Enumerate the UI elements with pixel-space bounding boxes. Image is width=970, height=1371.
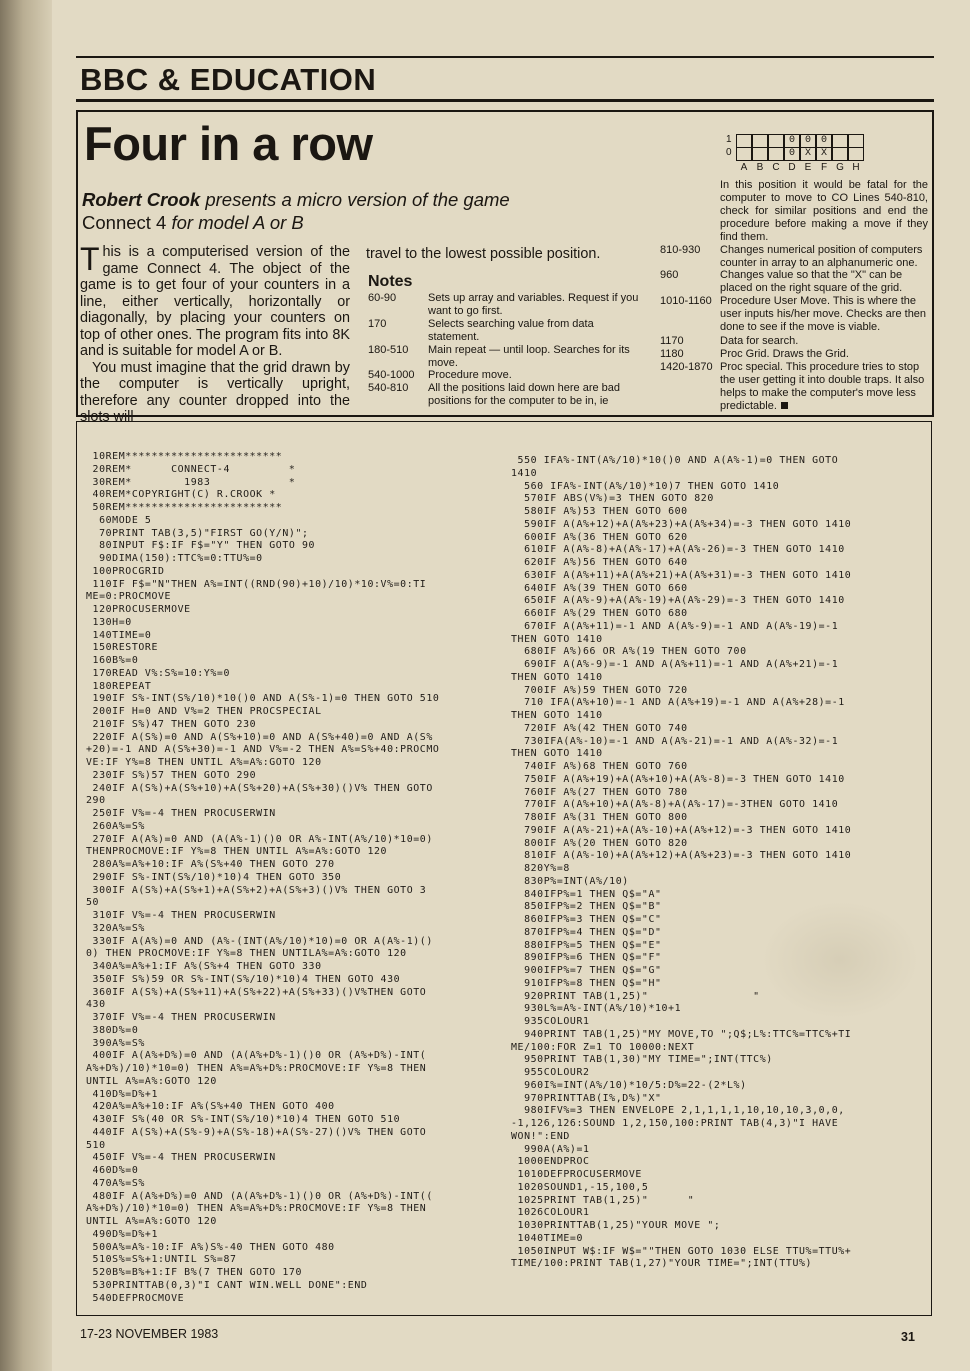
grid-cell [768,147,784,161]
note-text: Procedure move. [428,369,512,381]
note-lines: 170 [368,318,387,330]
grid-cell [752,134,768,148]
note-text-body: Proc special. This procedure tries to stop the user getting it into double traps. It also helps to make the computer's move less predictable. [720,361,925,412]
note-lines: 1010-1160 [660,295,712,307]
grid-cell: 0 [816,134,832,148]
grid-column-label: A [740,162,748,173]
grid-cell: X [800,147,816,161]
grid-cell [768,134,784,148]
intro-column [80,241,350,426]
note-text: Proc Grid. Draws the Grid. [720,348,849,360]
grid-cell: 0 [784,134,800,148]
grid-cell [736,134,752,148]
intro-paragraph-1: his is a computerised version of the game Connect 4. The object of the game is to get four of your counters in a line, either vertically, horizontally or diagonally, by placing your counters on top of other ones. The program fits into 8K and is suitable for model A or B. [80,244,350,359]
grid-diagram [726,134,876,174]
note-lines: 1420-1870 [660,361,713,373]
note-lines: 960 [660,269,679,281]
note-lines: 1170 [660,335,684,347]
note-lines: 540-1000 [368,369,415,381]
standfirst-text: presents a micro version of the game [200,189,510,210]
note-lines: 540-810 [368,382,409,394]
page-spine-shadow [0,0,52,1371]
note-text: Changes numerical position of computers counter in array to an alphanumeric one. [720,244,923,269]
header-rule [76,56,934,58]
grid-column-label: F [820,162,828,173]
grid-cell [832,134,848,148]
grid-cell [736,147,752,161]
note-lines: 1180 [660,348,684,360]
note-text: Sets up array and variables. Request if you want to go first. [428,292,639,317]
page-number: 31 [901,1330,915,1344]
note-text: Procedure User Move. This is where the user inputs his/her move. Checks are then done to see if the move is viable. [720,295,927,333]
grid-column-label: H [852,162,860,173]
section-heading: BBC & EDUCATION [80,62,377,97]
grid-column-label: G [836,162,844,173]
footer-date: 17-23 NOVEMBER 1983 [80,1327,219,1341]
program-listing-right: 550 IFA%-INT(A%/10)*10()0 AND A(A%-1)=0 THEN GOTO 1410 560 IFA%-INT(A%/10)*10)7 THEN GOTO 1410 570IF ABS(V%)=3 THEN GOTO 820 580IF A%)53 THEN GOTO 600 590IF A(A%+12)+A(A%+23)+A(A%+34)=-3 THEN GOTO 1410 600IF A%(36 THEN GOTO 620 610IF A(A%-8)+A(A%-17)+A(A%-26)=-3 THEN GOTO 1410 620IF A%)56 THEN GOTO 640 630IF A(A%+11)+A(A%+21)+A(A%+31)=-3 THEN GOTO 1410 640IF A%(39 THEN GOTO 660 650IF A(A%-9)+A(A%-19)+A(A%-29)=-3 THEN GOTO 1410 660IF A%(29 THEN GOTO 680 670IF A(A%+11)=-1 AND A(A%-9)=-1 AND A(A%-19)=-1 THEN GOTO 1410 680IF A%)66 OR A%(19 THEN GOTO 700 690IF A(A%-9)=-1 AND A(A%+11)=-1 AND A(A%+21)=-1 THEN GOTO 1410 700IF A%)59 THEN GOTO 720 710 IFA(A%+10)=-1 AND A(A%+19)=-1 AND A(A%+28)=-1 THEN GOTO 1410 720IF A%(42 THEN GOTO 740 730IFA(A%-10)=-1 AND A(A%-21)=-1 AND A(A%-32)=-1 THEN GOTO 1410 740IF A%)68 THEN GOTO 760 750IF A(A%+19)+A(A%+10)+A(A%-8)=-3 THEN GOTO 1410 760IF A%(27 THEN GOTO 780 770IF A(A%+10)+A(A%-8)+A(A%-17)=-3THEN GOTO 1410 780IF A%(31 THEN GOTO 800 790IF A(A%-21)+A(A%-10)+A(A%+12)=-3 THEN GOTO 1410 800IF A%(20 THEN GOTO 820 810IF A(A%-10)+A(A%+12)+A(A%+23)=-3 THEN GOTO 1410 820Y%=8 830P%=INT(A%/10) 840IFP%=1 THEN Q$="A" 850IFP%=2 THEN Q$="B" 860IFP%=3 THEN Q$="C" 870IFP%=4 THEN Q$="D" 880IFP%=5 THEN Q$="E" 890IFP%=6 THEN Q$="F" 900IFP%=7 THEN Q$="G" 910IFP%=8 THEN Q$="H" 920PRINT TAB(1,25)" " 930L%=A%-INT(A%/10)*10+1 935COLOUR1 940PRINT TAB(1,25)"MY MOVE,TO ";Q$;L%:TTC%=TTC%+TI ME/100:FOR Z=1 TO 10000:NEXT 950PRINT TAB(1,30)"MY TIME=";INT(TTC%) 955COLOUR2 960I%=INT(A%/10)*10/5:D%=22-(2*L%) 970PRINTTAB(I%,D%)"X" 980IFV%=3 THEN ENVELOPE 2,1,1,1,1,10,10,10,3,0,0, -1,126,126:SOUND 1,2,150,100:PRINT TAB(4,3)"I HAVE WON!":END 990A(A%)=1 1000ENDPROC 1010DEFPROCUSERMOVE 1020SOUND1,-15,100,5 1025PRINT TAB(1,25)" " 1026COLOUR1 1030PRINTTAB(1,25)"YOUR MOVE "; 1040TIME=0 1050INPUT W$:IF W$=""THEN GOTO 1030 ELSE TTU%=TTU%+ TIME/100:PRINT TAB(1,27)"YOUR TIME=";INT(TTU%) [511,455,852,1270]
grid-row-label: 0 [726,147,732,158]
note-lines: 180-510 [368,344,409,356]
grid-cell [832,147,848,161]
end-mark-icon [781,402,788,409]
grid-column-label: B [756,162,764,173]
grid-cell: X [816,147,832,161]
note-text: Selects searching value from data statement. [428,318,594,343]
note-lines: 60-90 [368,292,397,304]
standfirst-tail: for model A or B [166,212,304,233]
grid-cell [848,134,864,148]
grid-column-label: E [804,162,812,173]
grid-cell: 0 [800,134,816,148]
note-text: Main repeat — until loop. Searches for its move. [428,344,630,369]
drop-cap: T [80,241,100,277]
intro-paragraph-2: You must imagine that the grid drawn by the computer is vertically upright, therefore any counter dropped into the slots will [80,359,350,425]
grid-row-label: 1 [726,134,732,145]
program-listing-left: 10REM************************ 20REM* CONNECT-4 * 30REM* 1983 * 40REM*COPYRIGHT(C) R.CROOK * 50REM************************ 60MODE 5 70PRINT TAB(3,5)"FIRST GO(Y/N)"; 80INPUT F$:IF F$="Y" THEN GOTO 90 90DIMA(150):TTC%=0:TTU%=0 100PROCGRID 110IF F$="N"THEN A%=INT((RND(90)+10)/10)*10:V%=0:TI ME=0:PROCMOVE 120PROCUSERMOVE 130H=0 140TIME=0 150RESTORE 160B%=0 170READ V%:S%=10:Y%=0 180REPEAT 190IF S%-INT(S%/10)*10()0 AND A(S%-1)=0 THEN GOTO 510 200IF H=0 AND V%=2 THEN PROCSPECIAL 210IF S%)47 THEN GOTO 230 220IF A(S%)=0 AND A(S%+10)=0 AND A(S%+40)=0 AND A(S% +20)=-1 AND A(S%+30)=-1 AND V%=-2 THEN A%=S%+40:PROCMO VE:IF Y%=8 THEN UNTIL A%=A%:GOTO 120 230IF S%)57 THEN GOTO 290 240IF A(S%)+A(S%+10)+A(S%+20)+A(S%+30)()V% THEN GOTO 290 250IF V%=-4 THEN PROCUSERWIN 260A%=S% 270IF A(A%)=0 AND (A(A%-1)()0 OR A%-INT(A%/10)*10=0) THENPROCMOVE:IF Y%=8 THEN UNTIL A%=A%:GOTO 120 280A%=A%+10:IF A%(S%+40 THEN GOTO 270 290IF S%-INT(S%/10)*10)4 THEN GOTO 350 300IF A(S%)+A(S%+1)+A(S%+2)+A(S%+3)()V% THEN GOTO 3 50 310IF V%=-4 THEN PROCUSERWIN 320A%=S% 330IF A(A%)=0 AND (A%-(INT(A%/10)*10)=0 OR A(A%-1)() 0) THEN PROCMOVE:IF Y%=8 THEN UNTILA%=A%:GOTO 120 340A%=A%+1:IF A%(S%+4 THEN GOTO 330 350IF S%)59 OR S%-INT(S%/10)*10)4 THEN GOTO 430 360IF A(S%)+A(S%+11)+A(S%+22)+A(S%+33)()V%THEN GOTO 430 370IF V%=-4 THEN PROCUSERWIN 380D%=0 390A%=S% 400IF A(A%+D%)=0 AND (A(A%+D%-1)()0 OR (A%+D%)-INT( A%+D%)/10)*10=0) THEN A%=A%+D%:PROCMOVE:IF Y%=8 THEN UNTIL A%=A%:GOTO 120 410D%=D%+1 420A%=A%+10:IF A%(S%+40 THEN GOTO 400 430IF S%(40 OR S%-INT(S%/10)*10)4 THEN GOTO 510 440IF A(S%)+A(S%-9)+A(S%-18)+A(S%-27)()V% THEN GOTO 510 450IF V%=-4 THEN PROCUSERWIN 460D%=0 470A%=S% 480IF A(A%+D%)=0 AND (A(A%+D%-1)()0 OR (A%+D%)-INT(( A%+D%)/10)*10=0) THEN A%=A%+D%:PROCMOVE:IF Y%=8 THEN UNTIL A%=A%:GOTO 120 490D%=D%+1 500A%=A%-10:IF A%)S%-40 THEN GOTO 480 510S%=S%+1:UNTIL S%=87 520B%=B%+1:IF B%(7 THEN GOTO 170 530PRINTTAB(0,3)"I CANT WIN.WELL DONE":END 540DEFPROCMOVE [86,451,440,1304]
grid-explanation: In this position it would be fatal for the computer to move to CO Lines 540-810, check for similar positions and end the procedure before making a move if they find them. [720,179,928,243]
note-text [720,361,928,413]
author-name: Robert Crook [82,189,201,210]
notes-heading: Notes [368,273,413,290]
standfirst-game: Connect 4 [82,212,167,233]
standfirst [82,188,552,234]
article-title: Four in a row [84,117,373,170]
grid-column-label: C [772,162,780,173]
grid-column-label: D [788,162,796,173]
grid-cell [752,147,768,161]
note-text: Data for search. [720,335,799,347]
note-text: All the positions laid down here are bad positions for the computer to be in, ie [428,382,621,407]
note-text: Changes value so that the "X" can be placed on the right square of the grid. [720,269,903,294]
grid-cell [848,147,864,161]
section-rule [76,99,934,102]
grid-cell: 0 [784,147,800,161]
note-lines: 810-930 [660,244,701,256]
continued-text: travel to the lowest possible position. [366,246,601,262]
